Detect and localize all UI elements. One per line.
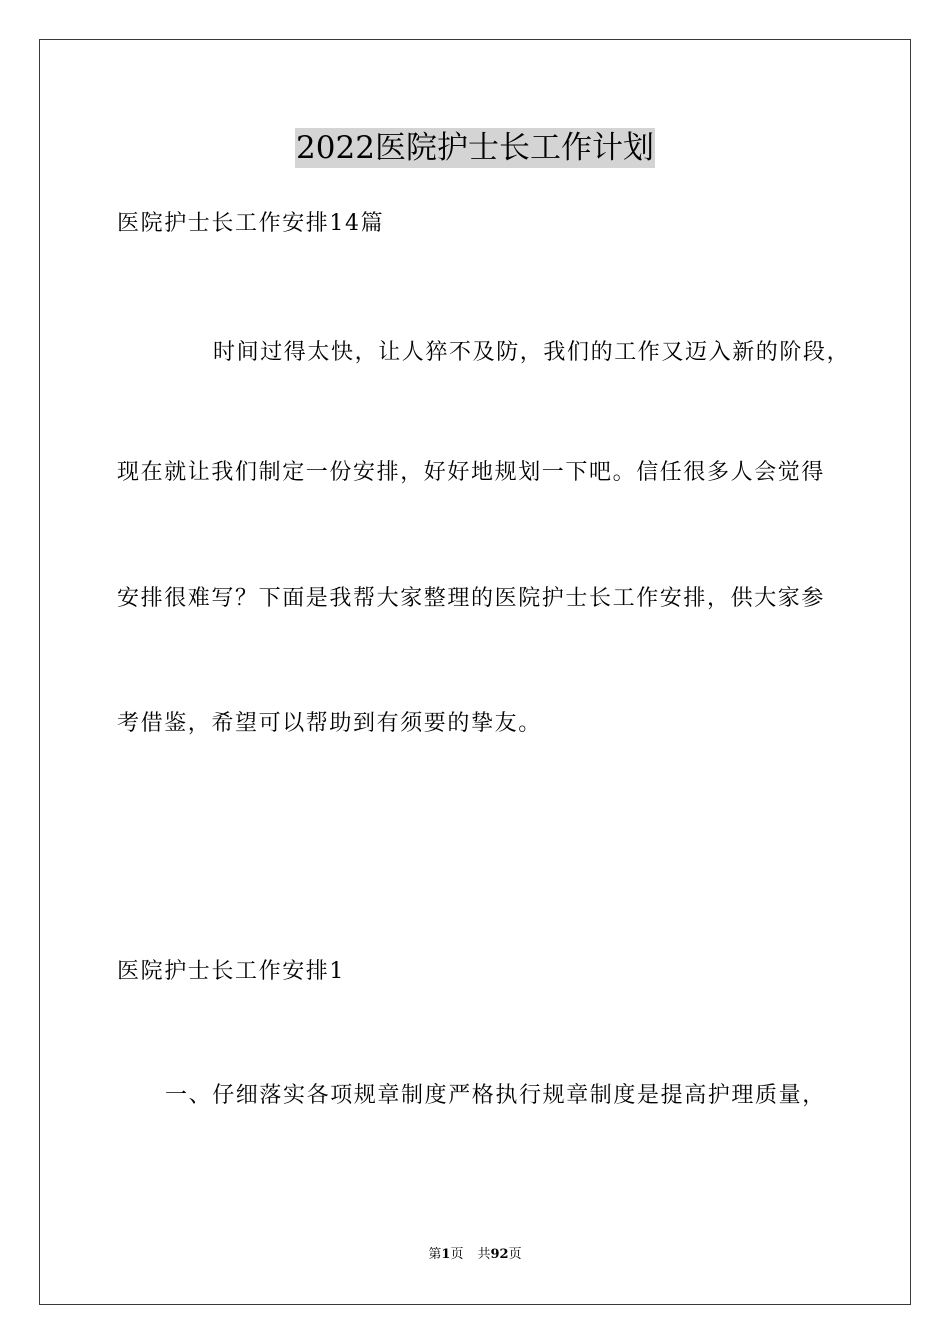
footer-page-prefix: 第: [428, 1247, 442, 1262]
intro-line-2: 现在就让我们制定一份安排，好好地规划一下吧。信任很多人会觉得: [117, 460, 826, 485]
section-heading: 医院护士长工作安排1: [117, 959, 345, 984]
section-first-line: 一、仔细落实各项规章制度严格执行规章制度是提高护理质量，: [165, 1083, 826, 1108]
intro-line-3: 安排很难写？下面是我帮大家整理的医院护士长工作安排，供大家参: [117, 586, 826, 611]
document-title: 2022医院护士长工作计划: [296, 130, 654, 166]
intro-line-1: 时间过得太快，让人猝不及防，我们的工作又迈入新的阶段，: [213, 340, 851, 365]
footer-total-pages: 92: [490, 1247, 509, 1262]
footer-total-suffix: 页: [508, 1247, 522, 1262]
document-subtitle: 医院护士长工作安排14篇: [117, 211, 385, 236]
page-footer: [0, 1246, 950, 1264]
title-container: [0, 128, 950, 168]
footer-page-number: 1: [441, 1247, 451, 1262]
intro-line-4: 考借鉴，希望可以帮助到有须要的挚友。: [117, 711, 542, 736]
footer-page-suffix: 页: [450, 1247, 464, 1262]
footer-total-prefix: 共: [477, 1247, 491, 1262]
